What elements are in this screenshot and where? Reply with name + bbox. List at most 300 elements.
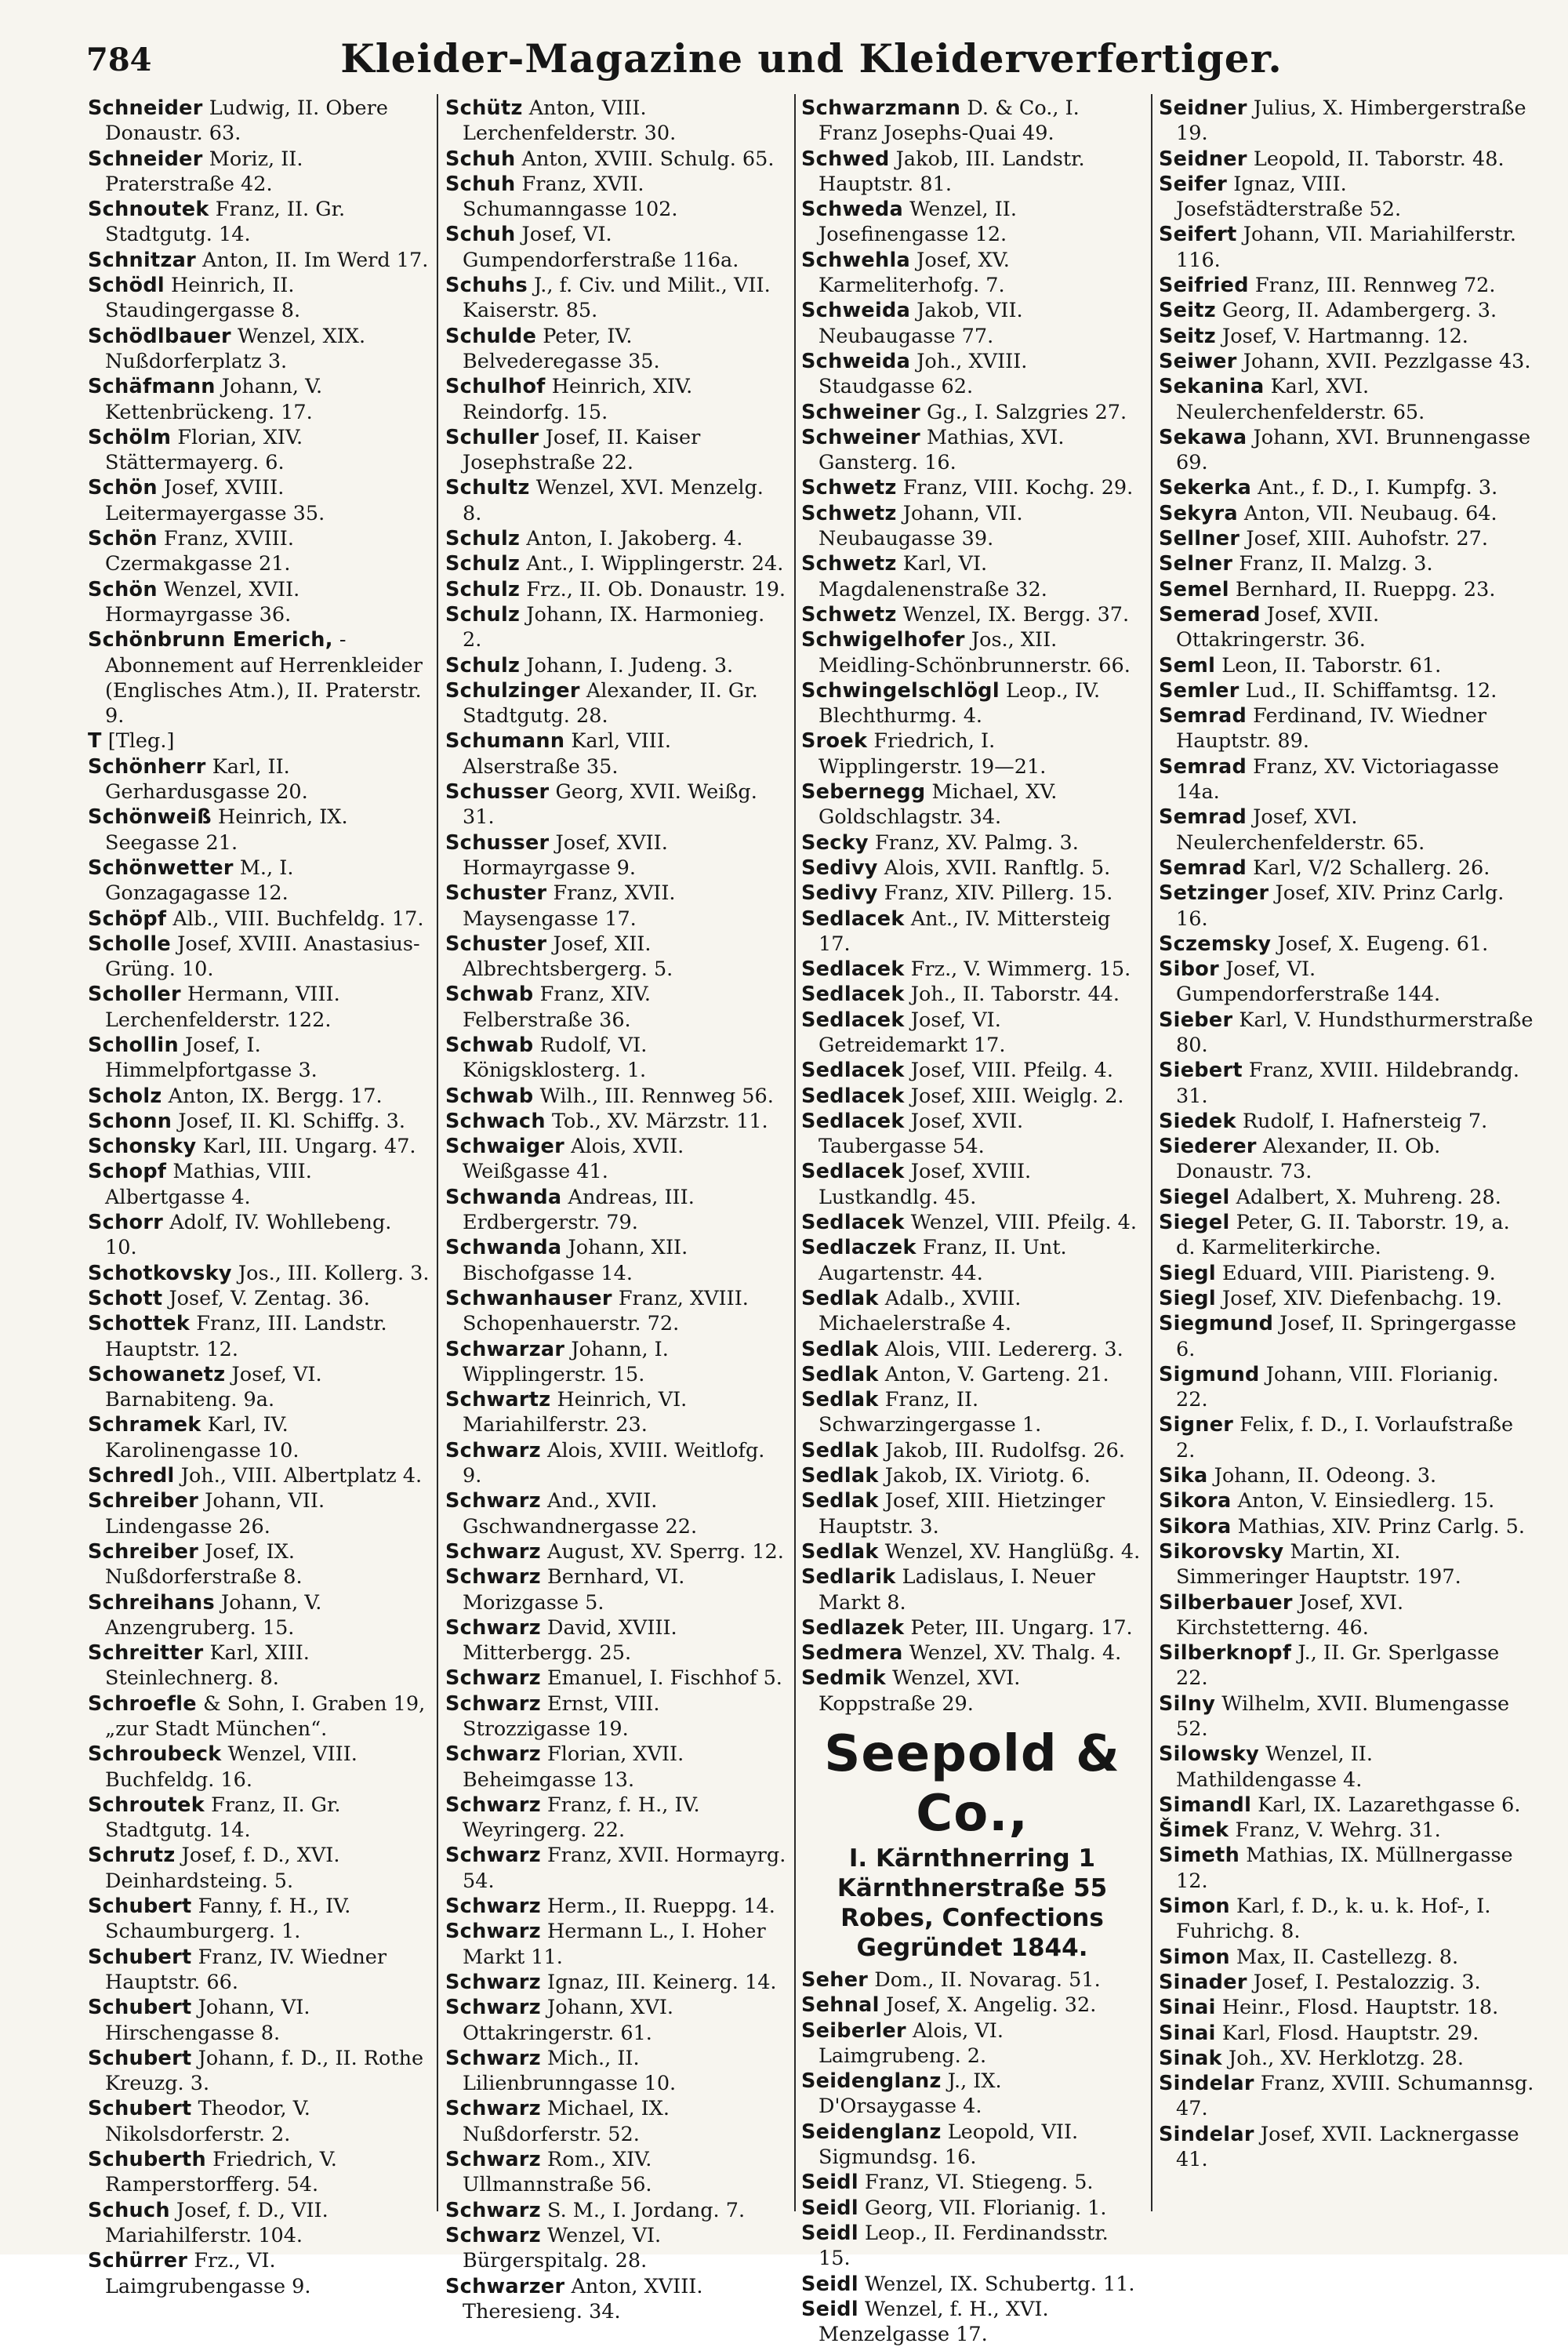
directory-entry — [445, 2274, 787, 2325]
directory-entry — [1159, 1362, 1535, 1413]
entry-details: Frz., V. Wimmerg. 15. — [904, 957, 1131, 982]
entry-name: Schulde — [445, 324, 537, 348]
entry-name: Sindelar — [1159, 2122, 1254, 2146]
entry-name: Seher — [801, 1968, 869, 1992]
directory-entry — [1159, 1109, 1535, 1134]
entry-details: Ignaz, VIII. Josefstädterstraße 52. — [1176, 172, 1402, 222]
directory-entry — [88, 906, 430, 932]
entry-details: Josef, XIII. Weiglg. 2. — [904, 1084, 1124, 1108]
entry-name: Schonn — [88, 1109, 172, 1133]
directory-entry — [1159, 2071, 1535, 2122]
entry-details: Alois, VI. Laimgrubeng. 2. — [818, 2018, 1004, 2068]
entry-name: Schulz — [445, 552, 521, 576]
directory-entry — [1159, 475, 1535, 500]
entry-name: Siegl — [1159, 1261, 1216, 1285]
directory-entry — [801, 1058, 1143, 1083]
entry-details: Josef, I. Pestalozzig. 3. — [1247, 1970, 1481, 1994]
directory-entry — [801, 501, 1143, 552]
entry-details: Hermann L., I. Hoher Markt 11. — [463, 1920, 766, 1969]
entry-name: Sedlak — [801, 1539, 879, 1564]
directory-entry — [801, 1539, 1143, 1564]
entry-details: Josef, XVI. Neulerchenfelderstr. 65. — [1176, 805, 1425, 855]
directory-entry — [801, 1235, 1143, 1286]
entry-name: Schwarzer — [445, 2274, 565, 2298]
entry-details: Johann, V. Kettenbrückeng. 17. — [105, 375, 323, 424]
entry-details: Georg, XVII. Weißg. 31. — [463, 780, 757, 830]
entry-details: Josef, XVIII. Lustkandlg. 45. — [818, 1160, 1032, 1209]
directory-entry — [88, 1463, 430, 1488]
entry-name: Semler — [1159, 678, 1240, 703]
entry-details: Ludwig, II. Obere Donaustr. 63. — [105, 96, 388, 146]
directory-entry — [1159, 96, 1535, 147]
directory-entry — [801, 1564, 1143, 1615]
entry-name: Selner — [1159, 552, 1233, 576]
entry-name: Schwarz — [445, 1565, 541, 1589]
entry-name: Seidenglanz — [801, 2120, 942, 2144]
entry-details: Josef, VI. Gumpendorferstraße 116a. — [463, 223, 739, 272]
entry-details: Wenzel, XV. Hanglüßg. 4. — [878, 1539, 1141, 1564]
directory-entry — [445, 1488, 787, 1539]
entry-details: Franz, II. Unt. Augartenstr. 44. — [818, 1236, 1067, 1285]
entry-details: Josef, V. Hartmanng. 12. — [1215, 324, 1468, 348]
entry-details: Friedrich, I. Wipplingerstr. 19—21. — [818, 729, 1047, 779]
entry-details: Joh., II. Taborstr. 44. — [904, 983, 1120, 1007]
directory-entry — [1159, 222, 1535, 273]
entry-name: Schwarz — [445, 1996, 541, 2020]
entry-name: Schusser — [445, 780, 550, 805]
directory-entry — [88, 2147, 430, 2198]
entry-details: Alexander, II. Ob. Donaustr. 73. — [1176, 1135, 1441, 1184]
directory-entry — [88, 1793, 430, 1844]
page-number: 784 — [86, 42, 152, 78]
directory-entry — [801, 2120, 1143, 2171]
entry-name: Seidenglanz — [801, 2069, 942, 2094]
directory-entry — [1159, 805, 1535, 856]
entry-details: Josef, XIII. Auhofstr. 27. — [1240, 527, 1489, 551]
directory-entry — [801, 1159, 1143, 1210]
directory-entry — [88, 1691, 430, 1742]
directory-entry — [1159, 1134, 1535, 1185]
directory-entry — [88, 1084, 430, 1109]
directory-entry — [88, 2198, 430, 2249]
directory-entry — [801, 1488, 1143, 1539]
directory-column-1 — [88, 96, 430, 2298]
directory-entry — [88, 1843, 430, 1894]
entry-details: Joh., XVIII. Staudgasse 62. — [818, 349, 1028, 399]
directory-entry — [88, 526, 430, 577]
directory-entry — [801, 779, 1143, 830]
entry-name: Schollin — [88, 1033, 179, 1057]
entry-name: Schreihans — [88, 1590, 215, 1615]
directory-entry — [1159, 1412, 1535, 1463]
directory-entry — [1159, 1539, 1535, 1590]
entry-name: Siebert — [1159, 1059, 1243, 1083]
entry-details: Peter, III. Ungarg. 17. — [904, 1615, 1133, 1640]
directory-entry — [801, 602, 1143, 627]
entry-name: Silny — [1159, 1691, 1216, 1716]
entry-details: Anton, V. Garteng. 21. — [878, 1362, 1109, 1386]
directory-entry — [445, 374, 787, 425]
directory-entry — [1159, 147, 1535, 172]
entry-name: Sedivy — [801, 856, 878, 880]
entry-name: Sczemsky — [1159, 932, 1272, 956]
entry-name: Silberbauer — [1159, 1590, 1293, 1615]
entry-name: Schwanda — [445, 1185, 562, 1209]
directory-entry — [801, 1387, 1143, 1438]
entry-name: Schuh — [445, 147, 516, 171]
directory-entry — [1159, 602, 1535, 653]
entry-details: Jos., XII. Meidling-Schönbrunnerstr. 66. — [818, 628, 1131, 678]
directory-entry — [445, 425, 787, 476]
entry-name: Sedlacek — [801, 983, 905, 1007]
directory-entry — [88, 856, 430, 906]
entry-details: Johann, XII. Bischofgasse 14. — [463, 1236, 688, 1285]
directory-entry — [801, 728, 1143, 779]
entry-name: Schwetz — [801, 552, 897, 576]
directory-entry — [801, 2297, 1143, 2347]
entry-name: Sindelar — [1159, 2072, 1254, 2096]
entry-name: Schredl — [88, 1464, 175, 1488]
entry-details: M., I. Gonzagagasse 12. — [105, 856, 294, 906]
directory-entry — [445, 982, 787, 1033]
entry-details: Josef, II. Kaiser Josephstraße 22. — [463, 425, 701, 475]
directory-entry — [1159, 1488, 1535, 1513]
entry-details: Adalbert, X. Muhreng. 28. — [1229, 1185, 1501, 1209]
entry-details: Josef, VIII. Pfeilg. 4. — [904, 1059, 1113, 1083]
entry-name: Sehnal — [801, 1993, 880, 2018]
entry-details: Michael, IX. Nußdorferstr. 52. — [463, 2097, 670, 2146]
entry-details: Karl, XIII. Steinlechnerg. 8. — [105, 1641, 310, 1691]
entry-name: Schönwetter — [88, 856, 234, 880]
entry-name: Schorr — [88, 1211, 164, 1235]
entry-name: Silberknopf — [1159, 1641, 1292, 1666]
directory-entry — [445, 1919, 787, 1970]
directory-entry — [445, 678, 787, 729]
directory-entry — [801, 1993, 1143, 2018]
entry-name: Sieber — [1159, 1008, 1233, 1032]
entry-name: Siedek — [1159, 1109, 1236, 1133]
entry-details: S. M., I. Jordang. 7. — [540, 2198, 746, 2222]
entry-name: Siegel — [1159, 1185, 1230, 1209]
entry-name: T — [88, 729, 102, 754]
entry-name: Schulzinger — [445, 678, 580, 703]
entry-details: Franz, XVIII. Czermakgasse 21. — [105, 527, 294, 576]
entry-name: Schwarz — [445, 1742, 541, 1767]
entry-details: Franz, II. Gr. Stadtgutg. 14. — [105, 1793, 341, 1843]
entry-details: Herm., II. Rueppg. 14. — [540, 1895, 775, 1919]
entry-name: Sedlacek — [801, 1059, 905, 1083]
entry-details: Josef, V. Zentag. 36. — [162, 1286, 370, 1310]
entry-details: Wenzel, f. H., XVI. Menzelgasse 17. — [818, 2297, 1049, 2347]
entry-details: Josef, XVII. Ottakringerstr. 36. — [1176, 602, 1380, 652]
directory-entry — [445, 1995, 787, 2046]
entry-name: Sedlacek — [801, 1160, 905, 1184]
entry-name: Schön — [88, 577, 158, 601]
entry-details: Max, II. Castellezg. 8. — [1229, 1945, 1459, 1969]
entry-name: Schubert — [88, 1996, 192, 2020]
directory-entry — [445, 1438, 787, 1489]
entry-details: Rudolf, VI. Königsklosterg. 1. — [463, 1033, 648, 1083]
entry-details: Mathias, XIV. Prinz Carlg. 5. — [1231, 1514, 1526, 1539]
entry-details: Rom., XIV. Ullmannstraße 56. — [463, 2148, 652, 2197]
entry-details: Karl, f. D., k. u. k. Hof-, I. Fuhrichg. 8. — [1176, 1895, 1491, 1944]
directory-entry — [1159, 172, 1535, 223]
directory-entry — [88, 96, 430, 147]
entry-name: Seidl — [801, 2221, 858, 2245]
directory-entry — [88, 932, 430, 983]
directory-entry — [1159, 374, 1535, 425]
entry-details: Wenzel, XV. Thalg. 4. — [902, 1641, 1122, 1666]
entry-name: Seidl — [801, 2297, 858, 2321]
directory-entry — [1159, 1514, 1535, 1539]
entry-details: Wenzel, XVI. Menzelg. 8. — [463, 476, 764, 525]
entry-details: Alois, XVII. Weißgasse 41. — [463, 1135, 684, 1184]
entry-details: Franz, XVII. Maysengasse 17. — [463, 881, 676, 931]
directory-entry — [801, 627, 1143, 678]
directory-entry — [88, 1134, 430, 1159]
directory-entry — [445, 172, 787, 223]
directory-entry — [1159, 1843, 1535, 1894]
directory-entry — [801, 1615, 1143, 1640]
directory-entry — [1159, 1818, 1535, 1843]
entry-details: Franz, XVII. Schumanngasse 102. — [463, 172, 678, 222]
directory-entry — [88, 1033, 430, 1084]
directory-entry — [801, 1008, 1143, 1059]
entry-name: Sinai — [1159, 2021, 1216, 2045]
entry-name: Schwetz — [801, 476, 897, 500]
entry-name: Schön — [88, 476, 158, 500]
directory-entry — [445, 526, 787, 551]
entry-name: Schreiber — [88, 1539, 199, 1564]
entry-details: Florian, XVII. Beheimgasse 13. — [463, 1742, 684, 1792]
entry-name: Schubert — [88, 2097, 192, 2121]
directory-entry — [1159, 1261, 1535, 1286]
directory-entry — [445, 577, 787, 602]
entry-name: Schuster — [445, 932, 547, 956]
entry-details: Josef, f. D., XVI. Deinhardsteing. 5. — [105, 1844, 340, 1893]
directory-entry — [445, 273, 787, 324]
entry-details: Josef, XII. Albrechtsbergerg. 5. — [463, 932, 673, 982]
entry-name: Semrad — [1159, 754, 1247, 779]
directory-entry — [801, 475, 1143, 500]
entry-details: Johann, I. Judeng. 3. — [520, 653, 734, 678]
entry-name: Schwarz — [445, 2046, 541, 2070]
directory-entry — [801, 2272, 1143, 2297]
entry-details: Ernst, VIII. Strozzigasse 19. — [463, 1691, 660, 1741]
entry-details: Wenzel, XIX. Nußdorferplatz 3. — [105, 324, 366, 373]
entry-name: Secky — [801, 830, 869, 855]
directory-entry — [1159, 551, 1535, 576]
column-divider — [794, 94, 796, 2211]
directory-entry — [801, 248, 1143, 299]
directory-entry — [88, 805, 430, 856]
entry-name: Schuller — [445, 425, 539, 449]
entry-details: Karl, VI. Magdalenenstraße 32. — [818, 552, 1047, 601]
page-header — [86, 35, 1537, 90]
entry-details: Franz, II. Schwarzingergasse 1. — [818, 1388, 1042, 1437]
directory-entry — [88, 1261, 430, 1286]
directory-entry — [445, 1843, 787, 1894]
entry-details: Heinr., Flosd. Hauptstr. 18. — [1215, 1996, 1499, 2020]
directory-column-3 — [801, 96, 1143, 2347]
entry-name: Schwanda — [445, 1236, 562, 1260]
entry-name: Schubert — [88, 1945, 192, 1969]
column-3-entries-bottom — [801, 1967, 1143, 2347]
entry-details: Franz, III. Landstr. Hauptstr. 12. — [105, 1312, 387, 1361]
directory-entry — [801, 1967, 1143, 1993]
entry-name: Semrad — [1159, 805, 1247, 830]
entry-details: Anton, II. Im Werd 17. — [196, 248, 429, 272]
entry-details: Karl, VIII. Alserstraße 35. — [463, 729, 671, 779]
directory-entry — [445, 932, 787, 983]
directory-entry — [801, 1463, 1143, 1488]
entry-name: Sekanina — [1159, 375, 1265, 399]
entry-details: August, XV. Sperrg. 12. — [540, 1539, 784, 1564]
entry-name: Seiwer — [1159, 349, 1237, 373]
entry-name: Sebernegg — [801, 780, 926, 805]
directory-entry — [801, 551, 1143, 602]
directory-entry — [445, 551, 787, 576]
directory-entry — [445, 1185, 787, 1236]
entry-details: Franz, IV. Wiedner Hauptstr. 66. — [105, 1945, 387, 1994]
entry-name: Sedlaczek — [801, 1236, 916, 1260]
entry-name: Sibor — [1159, 957, 1219, 982]
directory-entry — [1159, 1691, 1535, 1742]
entry-details: Eduard, VIII. Piaristeng. 9. — [1215, 1261, 1496, 1285]
entry-name: Schuh — [445, 172, 516, 196]
directory-entry — [88, 147, 430, 198]
directory-entry — [445, 1134, 787, 1185]
directory-entry — [88, 2096, 430, 2147]
entry-name: Seifried — [1159, 274, 1249, 298]
directory-entry — [1159, 1185, 1535, 1210]
entry-details: Karl, V/2 Schallerg. 26. — [1247, 856, 1490, 880]
directory-entry — [801, 1666, 1143, 1717]
entry-details: Franz, VI. Stiegeng. 5. — [858, 2171, 1094, 2195]
directory-entry — [445, 779, 787, 830]
entry-details: Dom., II. Novarag. 51. — [868, 1968, 1101, 1992]
entry-details: Ignaz, III. Keinerg. 14. — [540, 1970, 777, 1994]
entry-details: Johann, XVI. Brunnengasse 69. — [1176, 425, 1531, 475]
entry-details: Mathias, XVI. Gansterg. 16. — [818, 425, 1065, 475]
directory-entry — [445, 881, 787, 932]
directory-entry — [445, 1109, 787, 1134]
entry-name: Schopf — [88, 1160, 167, 1184]
entry-details: Gg., I. Salzgries 27. — [920, 400, 1127, 424]
entry-name: Seidl — [801, 2272, 858, 2296]
entry-details: Leop., II. Ferdinandsstr. 15. — [818, 2221, 1109, 2271]
directory-entry — [88, 197, 430, 248]
entry-details: Franz, XVIII. Schumannsg. 47. — [1176, 2072, 1534, 2121]
directory-entry — [88, 1539, 430, 1590]
entry-name: Schönherr — [88, 754, 206, 779]
directory-entry — [801, 1337, 1143, 1362]
entry-name: Schöpf — [88, 906, 167, 931]
entry-details: Johann, VII. Lindengasse 26. — [105, 1489, 325, 1539]
entry-name: Siegl — [1159, 1286, 1216, 1310]
entry-name: Schwarz — [445, 1970, 541, 1994]
entry-details: Johann, VIII. Florianig. 22. — [1176, 1362, 1499, 1412]
entry-details: Josef, VI. Barnabiteng. 9a. — [105, 1362, 322, 1412]
directory-entry — [445, 830, 787, 881]
directory-entry — [801, 957, 1143, 982]
entry-name: Schwarz — [445, 1615, 541, 1640]
directory-entry — [801, 2221, 1143, 2272]
entry-name: Sedlacek — [801, 1008, 905, 1032]
entry-name: Schwarz — [445, 1920, 541, 1944]
entry-details: Heinrich, XIV. Reindorfg. 15. — [463, 375, 693, 424]
directory-entry — [88, 1210, 430, 1261]
directory-entry — [88, 1412, 430, 1463]
entry-details: Theodor, V. Nikolsdorferstr. 2. — [105, 2097, 310, 2146]
entry-name: Sinader — [1159, 1970, 1247, 1994]
directory-entry — [445, 1564, 787, 1615]
entry-details: Lud., II. Schiffamtsg. 12. — [1239, 678, 1497, 703]
entry-details: Josef, XIII. Hietzinger Hauptstr. 3. — [818, 1489, 1105, 1539]
entry-name: Schwab — [445, 983, 534, 1007]
entry-details: Joh., VIII. Albertplatz 4. — [174, 1464, 423, 1488]
entry-name: Schweida — [801, 349, 911, 373]
entry-details: Franz, XV. Victoriagasse 14a. — [1176, 754, 1500, 805]
entry-details: Josef, II. Kl. Schiffg. 3. — [172, 1109, 405, 1133]
directory-entry — [1159, 1742, 1535, 1793]
entry-details: Anton, XVIII. Schulg. 65. — [515, 147, 775, 171]
entry-name: Sika — [1159, 1464, 1208, 1488]
directory-entry — [445, 1742, 787, 1793]
entry-name: Schwehla — [801, 248, 910, 272]
entry-details: Peter, G. II. Taborstr. 19, a. d. Karmeliterkirche. — [1176, 1211, 1510, 1260]
entry-details: Heinrich, IX. Seegasse 21. — [105, 805, 348, 855]
entry-name: Schultz — [445, 476, 530, 500]
directory-entry — [801, 1210, 1143, 1235]
entry-name: Schwarz — [445, 1489, 541, 1513]
entry-name: Schneider — [88, 147, 203, 171]
entry-name: Schwarz — [445, 1691, 541, 1716]
directory-entry — [801, 147, 1143, 198]
entry-details: Johann, VII. Mariahilferstr. 116. — [1176, 223, 1516, 272]
entry-details: Wenzel, XVI. Koppstraße 29. — [818, 1666, 1021, 1716]
entry-name: Schulz — [445, 577, 521, 601]
entry-details: Franz, V. Wehrg. 31. — [1229, 1818, 1441, 1843]
entry-name: Schödl — [88, 274, 165, 298]
entry-details: Franz, XIV. Pillerg. 15. — [877, 881, 1113, 906]
directory-entry — [1159, 1058, 1535, 1109]
directory-entry — [1159, 754, 1535, 805]
entry-name: Schrutz — [88, 1844, 176, 1868]
entry-name: Semerad — [1159, 602, 1261, 627]
entry-details: Anton, VII. Neubaug. 64. — [1237, 501, 1497, 525]
entry-details: Karl, IV. Karolinengasse 10. — [105, 1413, 299, 1462]
entry-details: Alexander, II. Gr. Stadtgutg. 28. — [463, 678, 758, 728]
entry-details: Wenzel, VI. Bürgerspitalg. 28. — [463, 2223, 662, 2273]
entry-details: Josef, XIV. Prinz Carlg. 16. — [1176, 881, 1504, 931]
directory-entry — [88, 1488, 430, 1539]
entry-name: Sedlak — [801, 1464, 879, 1488]
entry-name: Schwarz — [445, 2148, 541, 2172]
entry-name: Sroek — [801, 729, 868, 754]
directory-entry — [445, 653, 787, 678]
directory-entry — [88, 273, 430, 324]
entry-name: Sedlarik — [801, 1565, 896, 1589]
directory-entry — [801, 1286, 1143, 1337]
entry-details: Andreas, III. Erdbergerstr. 79. — [463, 1185, 695, 1235]
entry-name: Schwarz — [445, 2223, 541, 2247]
directory-entry — [88, 1109, 430, 1134]
directory-entry — [801, 2196, 1143, 2221]
entry-name: Schneider — [88, 96, 203, 120]
entry-name: Sikorovsky — [1159, 1539, 1284, 1564]
entry-name: Siegmund — [1159, 1312, 1274, 1336]
